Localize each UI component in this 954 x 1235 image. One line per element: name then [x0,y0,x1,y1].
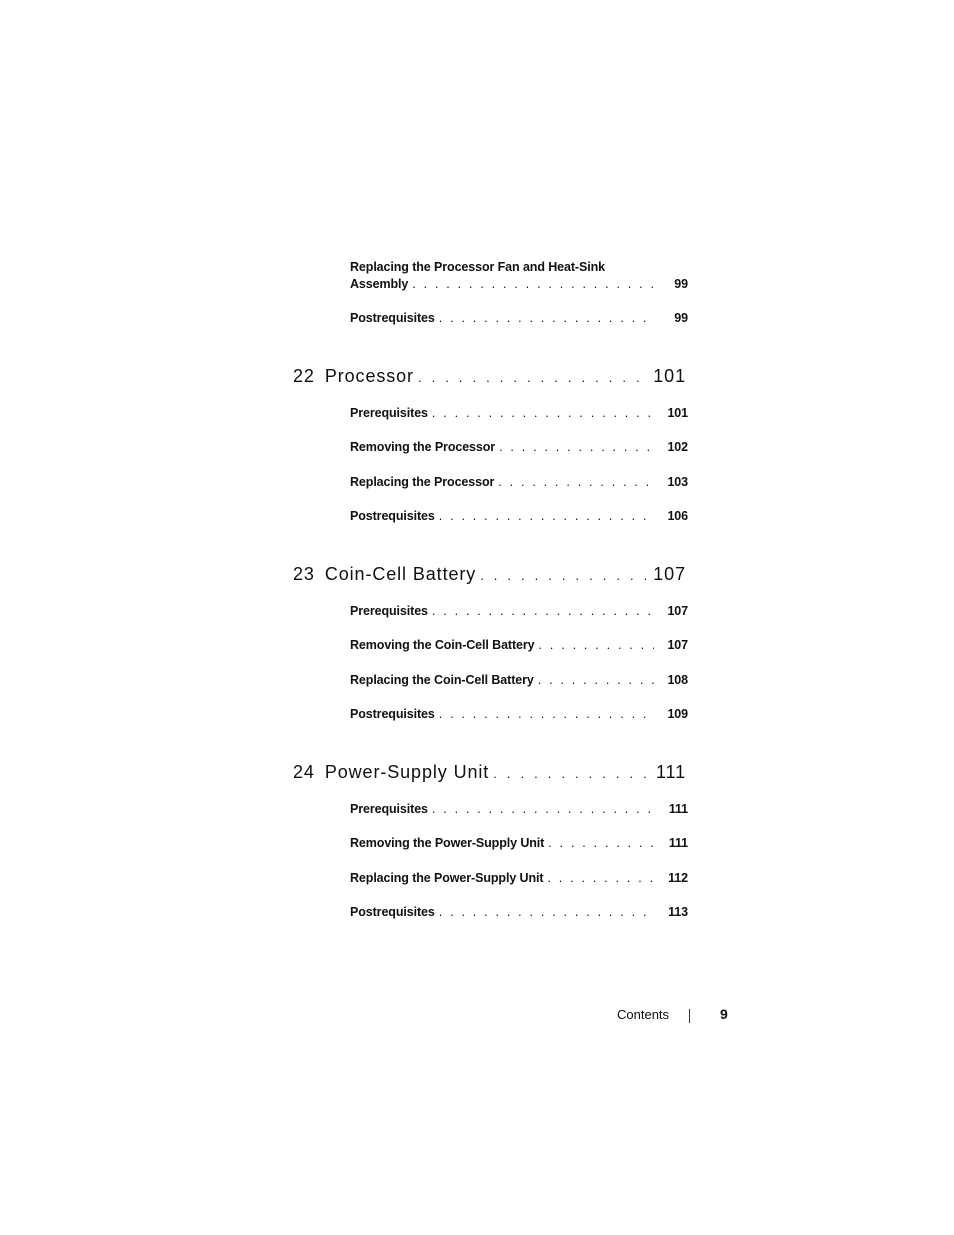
toc-entry-page: 101 [667,406,688,420]
toc-entry-prerequisites[interactable] [350,406,688,420]
dot-leader [418,366,648,387]
toc-entry-title: Replacing the Processor [350,475,495,489]
chapter-title: Processor [324,366,414,386]
toc-entry-replacing-processor[interactable] [350,475,688,489]
dot-leader [547,871,654,885]
toc-entry-title: Postrequisites [350,311,435,325]
toc-entry-title: Replacing the Coin-Cell Battery [350,673,534,687]
dot-leader [439,707,654,721]
toc-chapter-22[interactable] [293,366,686,387]
toc-entry-postrequisites[interactable] [350,509,688,523]
toc-entry-title-line1: Replacing the Processor Fan and Heat-Sink [350,260,605,274]
toc-entry-title: Removing the Processor [350,440,496,454]
toc-entry-fan-heatsink[interactable] [350,277,688,291]
footer-label: Contents [617,1007,670,1022]
dot-leader [498,475,654,489]
toc-entry-page: 106 [667,509,688,523]
toc-entry-removing-coin-cell[interactable] [350,638,688,652]
dot-leader [538,673,654,687]
toc-entry-page: 107 [667,638,688,652]
toc-entry-postrequisites[interactable] [350,707,688,721]
footer-separator [689,1009,690,1023]
toc-entry-prerequisites[interactable] [350,604,688,618]
toc-entry-page: 112 [668,871,688,885]
chapter-title: Power-Supply Unit [324,762,490,782]
toc-entry-title: Assembly [350,277,409,291]
dot-leader [412,277,654,291]
chapter-number: 22 [293,366,315,386]
chapter-page: 111 [655,762,686,782]
chapter-title: Coin-Cell Battery [324,564,477,584]
toc-entry-postrequisites[interactable] [350,905,688,919]
dot-leader [432,604,654,618]
toc-entry-title: Postrequisites [350,509,435,523]
toc-chapter-23[interactable] [293,564,686,585]
chapter-number: 24 [293,762,315,782]
toc-entry-page: 102 [667,440,688,454]
toc-entry-title: Replacing the Power-Supply Unit [350,871,544,885]
toc-entry-title: Postrequisites [350,707,435,721]
toc-entry-removing-psu[interactable] [350,836,688,850]
toc-entry-page: 103 [667,475,688,489]
toc-entry-title: Prerequisites [350,406,428,420]
dot-leader [439,905,654,919]
dot-leader [439,509,654,523]
toc-entry-page: 109 [667,707,688,721]
toc-entry-page: 113 [668,905,688,919]
dot-leader [432,802,654,816]
toc-entry-prerequisites[interactable] [350,802,688,816]
toc-entry-removing-processor[interactable] [350,440,688,454]
toc-entry-page: 111 [668,802,688,816]
toc-entry-page: 108 [667,673,688,687]
toc-chapter-24[interactable] [293,762,686,783]
chapter-page: 107 [653,564,686,584]
dot-leader [539,638,654,652]
chapter-number: 23 [293,564,315,584]
toc-entry-page: 111 [668,836,688,850]
toc-entry-title: Prerequisites [350,604,428,618]
toc-entry-title: Prerequisites [350,802,428,816]
toc-entry-title: Postrequisites [350,905,435,919]
toc-entry-replacing-psu[interactable] [350,871,688,885]
dot-leader [439,311,654,325]
toc-entry-page: 107 [667,604,688,618]
dot-leader [432,406,654,420]
footer-page-number: 9 [720,1006,728,1022]
dot-leader [493,762,648,783]
chapter-page: 101 [653,366,686,386]
dot-leader [499,440,654,454]
toc-entry-replacing-coin-cell[interactable] [350,673,688,687]
toc-entry-title: Removing the Coin-Cell Battery [350,638,535,652]
dot-leader [548,836,654,850]
toc-entry-page: 99 [674,277,688,291]
toc-entry-postrequisites[interactable] [350,311,688,325]
dot-leader [480,564,648,585]
toc-entry-page: 99 [674,311,688,325]
toc-entry-title: Removing the Power-Supply Unit [350,836,545,850]
